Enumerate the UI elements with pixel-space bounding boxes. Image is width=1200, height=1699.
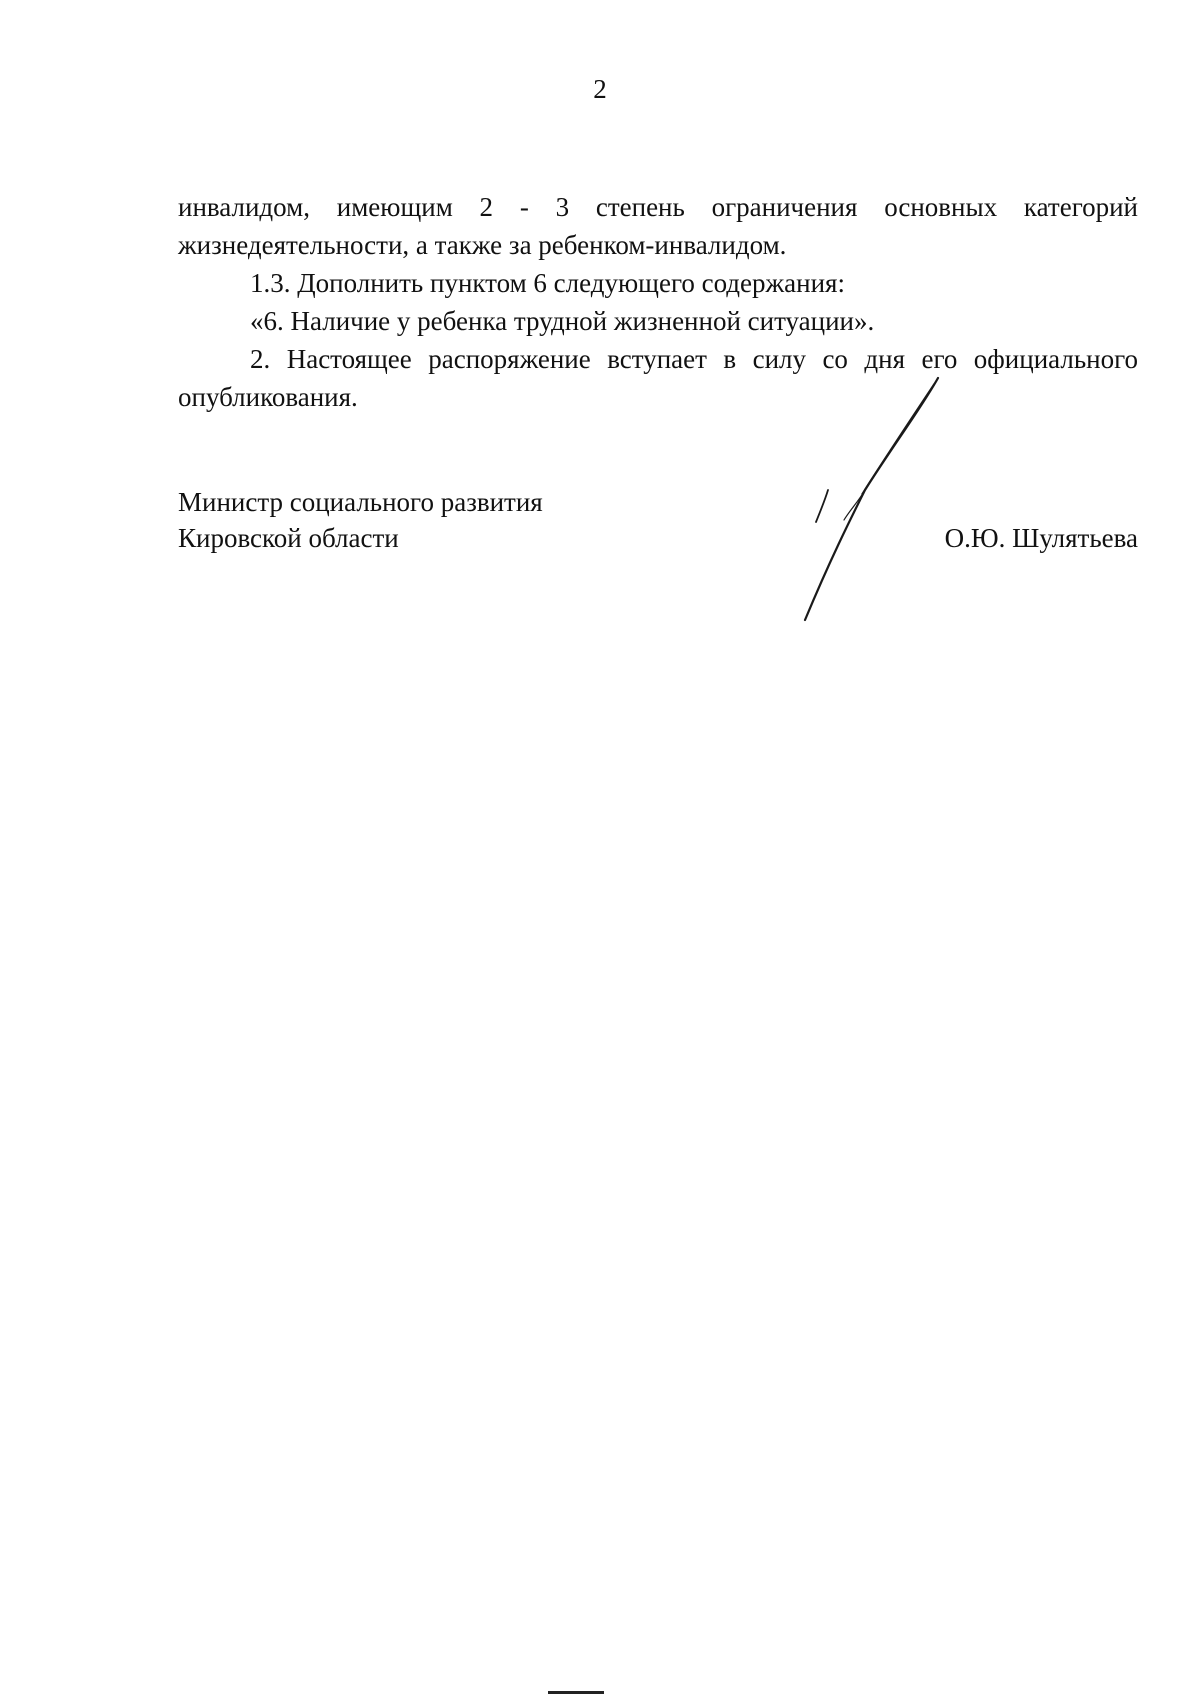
signatory-title-line-2: Кировской области bbox=[178, 523, 399, 553]
page-number: 2 bbox=[593, 74, 607, 104]
signatory-name: О.Ю. Шулятьева bbox=[944, 523, 1138, 553]
paragraph-2-line-1: 2. Настоящее распоряжение вступает в силу со дня его официального bbox=[250, 344, 1138, 374]
footer-mark-icon bbox=[548, 1690, 608, 1695]
signatory-title-line-1: Министр социального развития bbox=[178, 487, 543, 517]
paragraph-1-line-1: инвалидом, имеющим 2 - 3 степень ограничения основных категорий bbox=[178, 192, 1138, 222]
paragraph-item-6-quote: «6. Наличие у ребенка трудной жизненной ситуации». bbox=[250, 306, 875, 336]
paragraph-1-line-2: жизнедеятельности, а также за ребенком-инвалидом. bbox=[178, 230, 787, 260]
paragraph-2-line-2: опубликования. bbox=[178, 382, 358, 412]
paragraph-item-1-3: 1.3. Дополнить пунктом 6 следующего содержания: bbox=[250, 268, 845, 298]
handwritten-signature-icon bbox=[770, 370, 970, 630]
